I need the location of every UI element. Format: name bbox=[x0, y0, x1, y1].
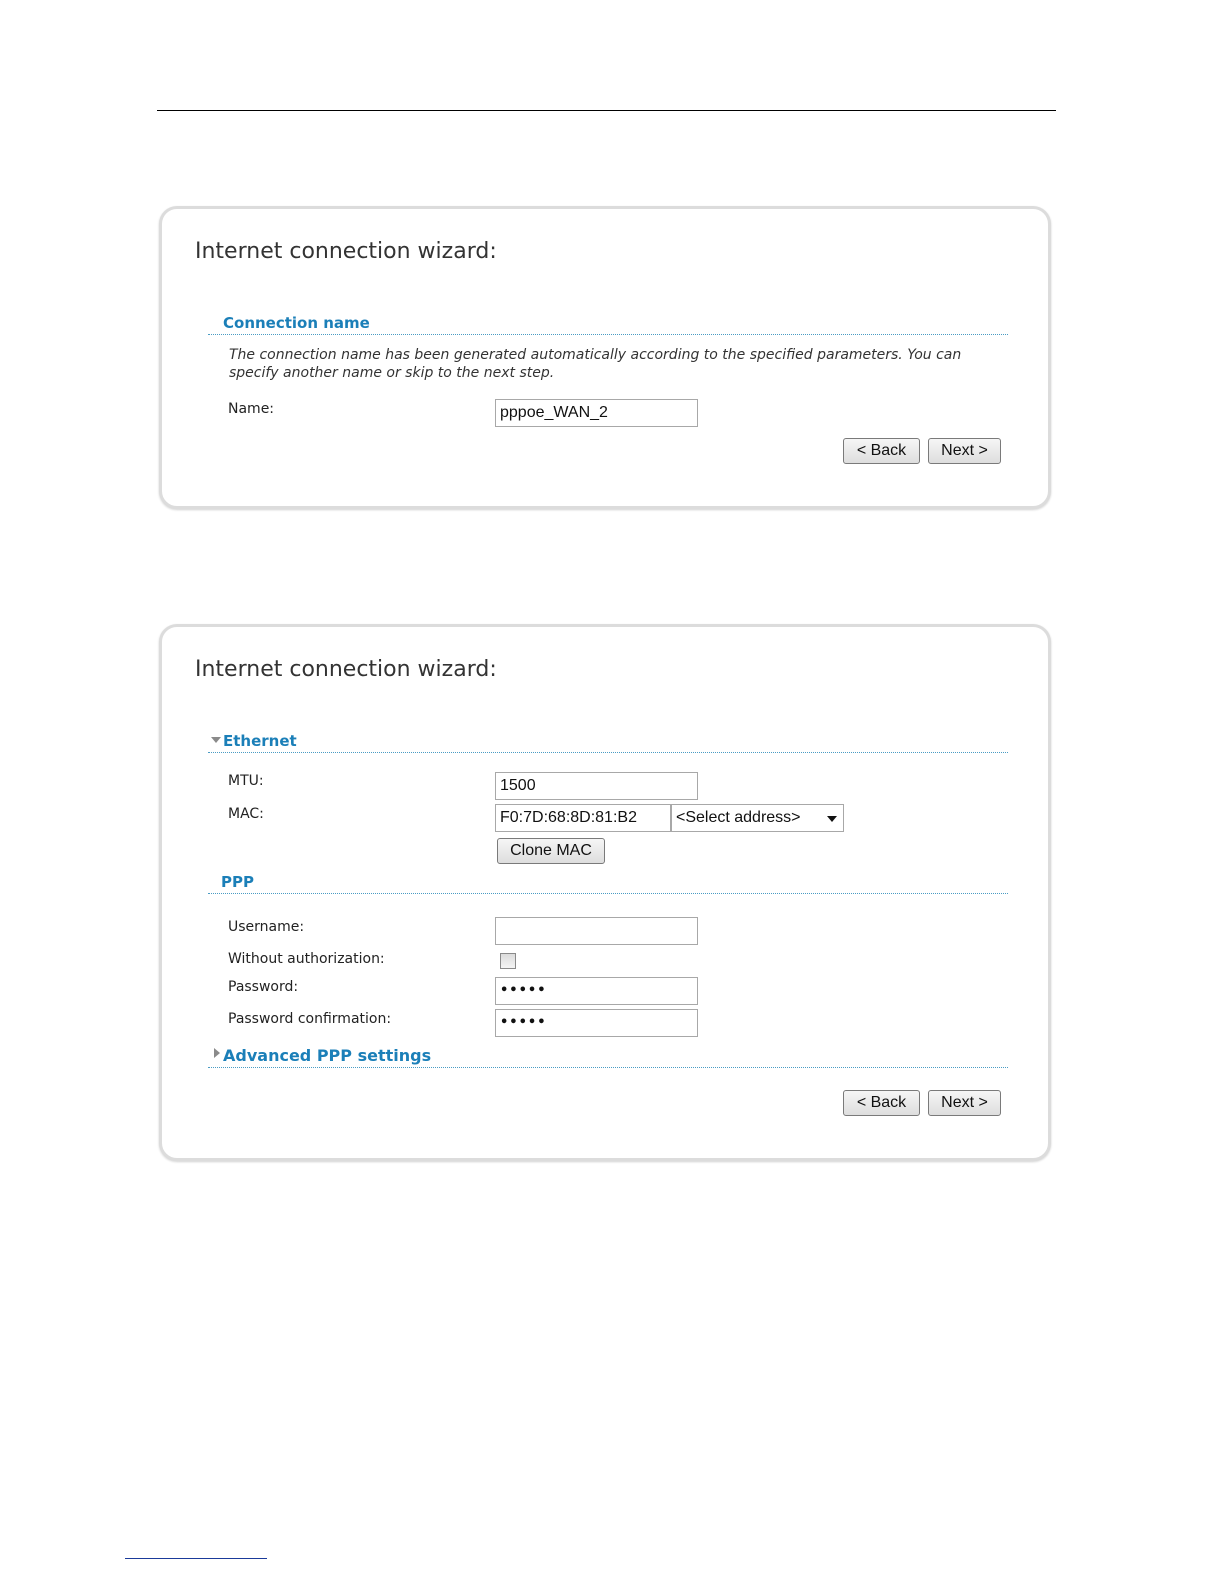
chevron-down-icon bbox=[827, 816, 837, 822]
password-confirmation-input[interactable]: ••••• bbox=[495, 1009, 698, 1037]
section-divider bbox=[208, 334, 1008, 335]
section-divider bbox=[208, 893, 1008, 894]
next-button[interactable]: Next > bbox=[928, 438, 1001, 464]
header-rule bbox=[157, 110, 1056, 111]
ppp-settings-panel bbox=[159, 624, 1051, 1161]
mac-address-select-value: <Select address> bbox=[676, 809, 801, 826]
connection-name-panel bbox=[159, 206, 1051, 509]
clone-mac-button[interactable]: Clone MAC bbox=[497, 838, 605, 864]
section-title-connection-name: Connection name bbox=[223, 314, 370, 332]
mtu-input[interactable]: 1500 bbox=[495, 772, 698, 800]
mtu-label: MTU: bbox=[228, 773, 264, 789]
password-input[interactable]: ••••• bbox=[495, 977, 698, 1005]
triangle-right-icon[interactable] bbox=[214, 1048, 220, 1058]
section-divider bbox=[208, 752, 1008, 753]
back-button[interactable]: < Back bbox=[843, 438, 920, 464]
password-confirmation-label: Password confirmation: bbox=[228, 1011, 392, 1027]
mac-input[interactable]: F0:7D:68:8D:81:B2 bbox=[495, 804, 671, 832]
password-label: Password: bbox=[228, 979, 299, 995]
without-authorization-checkbox[interactable] bbox=[500, 953, 516, 969]
next-button[interactable]: Next > bbox=[928, 1090, 1001, 1116]
name-label: Name: bbox=[228, 401, 275, 417]
footer-rule bbox=[125, 1558, 267, 1559]
triangle-down-icon[interactable] bbox=[211, 737, 221, 743]
username-input[interactable] bbox=[495, 917, 698, 945]
section-title-advanced-ppp-settings[interactable]: Advanced PPP settings bbox=[223, 1046, 432, 1065]
section-divider bbox=[208, 1067, 1008, 1068]
mac-address-select[interactable] bbox=[671, 804, 844, 832]
without-authorization-label: Without authorization: bbox=[228, 951, 385, 967]
wizard-title: Internet connection wizard: bbox=[195, 657, 497, 682]
mac-label: MAC: bbox=[228, 806, 264, 822]
name-input[interactable]: pppoe_WAN_2 bbox=[495, 399, 698, 427]
wizard-title: Internet connection wizard: bbox=[195, 239, 497, 264]
back-button[interactable]: < Back bbox=[843, 1090, 920, 1116]
username-label: Username: bbox=[228, 919, 305, 935]
section-title-ppp: PPP bbox=[221, 873, 254, 891]
section-title-ethernet[interactable]: Ethernet bbox=[223, 732, 297, 750]
connection-name-description: The connection name has been generated automatically according to the specified parameters. You can specify another name or skip to the next step. bbox=[229, 347, 962, 381]
